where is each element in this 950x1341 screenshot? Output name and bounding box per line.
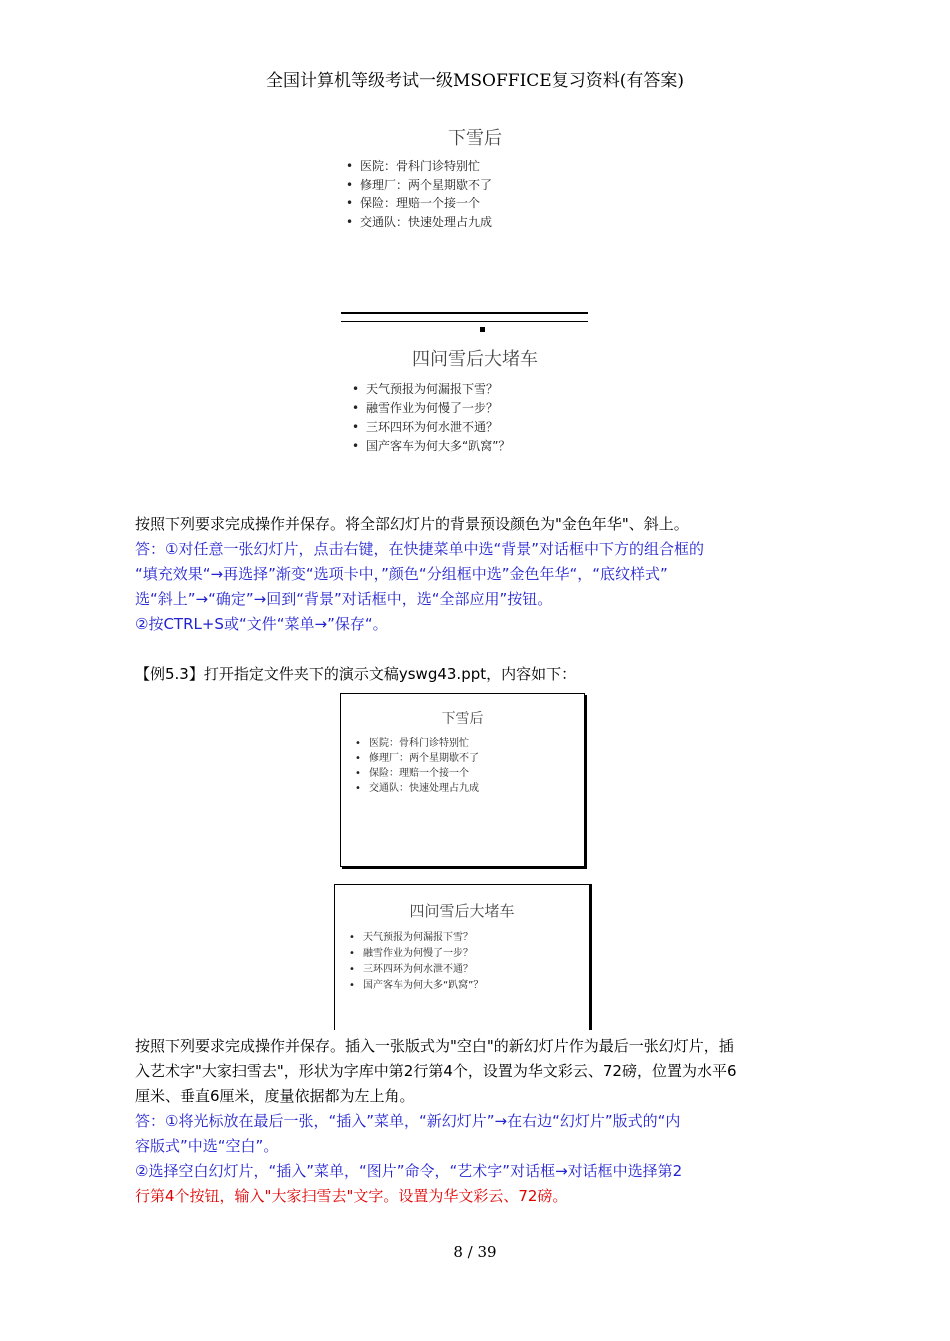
slide2-bullet-list bbox=[352, 380, 510, 456]
task2-answer-line: 容版式”中选“空白”。 bbox=[135, 1137, 279, 1155]
slide-thumbnail-2 bbox=[334, 884, 590, 1030]
slide-divider-marker bbox=[480, 327, 485, 332]
slide-divider-thin bbox=[341, 321, 588, 322]
slide1-bullet-list bbox=[346, 157, 492, 231]
box1-bullet: • 修理厂：两个星期歇不了 bbox=[355, 751, 479, 766]
task2-instruction-line: 厘米、垂直6厘米，度量依据都为左上角。 bbox=[135, 1087, 415, 1105]
task1-answer-line: ②按CTRL+S或“文件“菜单→”保存“。 bbox=[135, 615, 388, 633]
page-number: 8 / 39 bbox=[453, 1243, 497, 1261]
box2-bullet: • 三环四环为何水泄不通？ bbox=[349, 962, 483, 978]
slide-divider-thick bbox=[341, 312, 588, 314]
slide2-title: 四问雪后大堵车 bbox=[412, 349, 538, 370]
box2-bullet: • 国产客车为何大多“趴窝”？ bbox=[349, 978, 483, 994]
task1-answer-line: 选“斜上”→“确定”→回到“背景”对话框中，选“全部应用”按钮。 bbox=[135, 590, 553, 608]
box2-bullet-list bbox=[349, 930, 483, 994]
slide1-bullet: • 医院：骨科门诊特别忙 bbox=[346, 157, 492, 176]
slide2-bullet: • 国产客车为何大多“趴窝”？ bbox=[352, 437, 510, 456]
box2-bullet: • 天气预报为何漏报下雪？ bbox=[349, 930, 483, 946]
box1-bullet: • 医院：骨科门诊特别忙 bbox=[355, 736, 479, 751]
task1-answer-line: 答：①对任意一张幻灯片，点击右键，在快捷菜单中选“背景”对话框中下方的组合框的 bbox=[135, 540, 704, 558]
box2-bullet: • 融雪作业为何慢了一步？ bbox=[349, 946, 483, 962]
slide2-bullet: • 融雪作业为何慢了一步？ bbox=[352, 399, 510, 418]
slide1-bullet: • 交通队：快速处理占九成 bbox=[346, 213, 492, 232]
box1-bullet-list bbox=[355, 736, 479, 796]
box2-title: 四问雪后大堵车 bbox=[409, 902, 515, 920]
task2-answer-line: 答：①将光标放在最后一张，“插入”菜单，“新幻灯片”→在右边“幻灯片”版式的“内 bbox=[135, 1112, 681, 1130]
task2-answer-line-red: 行第4个按钮，输入"大家扫雪去"文字。设置为华文彩云、72磅。 bbox=[135, 1187, 568, 1205]
task2-instruction-line: 入艺术字"大家扫雪去"，形状为字库中第2行第4个，设置为华文彩云、72磅，位置为水平6 bbox=[135, 1062, 737, 1080]
document-header: 全国计算机等级考试一级MSOFFICE复习资料(有答案) bbox=[266, 71, 684, 91]
box1-bullet: • 保险：理赔一个接一个 bbox=[355, 766, 479, 781]
box1-bullet: • 交通队：快速处理占九成 bbox=[355, 781, 479, 796]
slide2-bullet: • 三环四环为何水泄不通？ bbox=[352, 418, 510, 437]
task2-instruction-line: 按照下列要求完成操作并保存。插入一张版式为"空白"的新幻灯片作为最后一张幻灯片，插 bbox=[135, 1037, 734, 1055]
slide1-bullet: • 保险：理赔一个接一个 bbox=[346, 194, 492, 213]
slide2-bullet: • 天气预报为何漏报下雪？ bbox=[352, 380, 510, 399]
task2-answer-line: ②选择空白幻灯片，“插入”菜单，“图片”命令，“艺术字”对话框→对话框中选择第2 bbox=[135, 1162, 683, 1180]
box1-title: 下雪后 bbox=[441, 711, 484, 727]
slide1-bullet: • 修理厂：两个星期歇不了 bbox=[346, 176, 492, 195]
task1-instruction: 按照下列要求完成操作并保存。将全部幻灯片的背景预设颜色为"金色年华"、斜上。 bbox=[135, 515, 689, 533]
example-heading: 【例5.3】打开指定文件夹下的演示文稿yswg43.ppt，内容如下： bbox=[135, 665, 577, 683]
task1-answer-line: “填充效果“→再选择”渐变“选项卡中，”颜色“分组框中选”金色年华“，“底纹样式” bbox=[135, 565, 668, 583]
slide-thumbnail-1 bbox=[340, 693, 585, 867]
slide1-title: 下雪后 bbox=[448, 128, 502, 149]
